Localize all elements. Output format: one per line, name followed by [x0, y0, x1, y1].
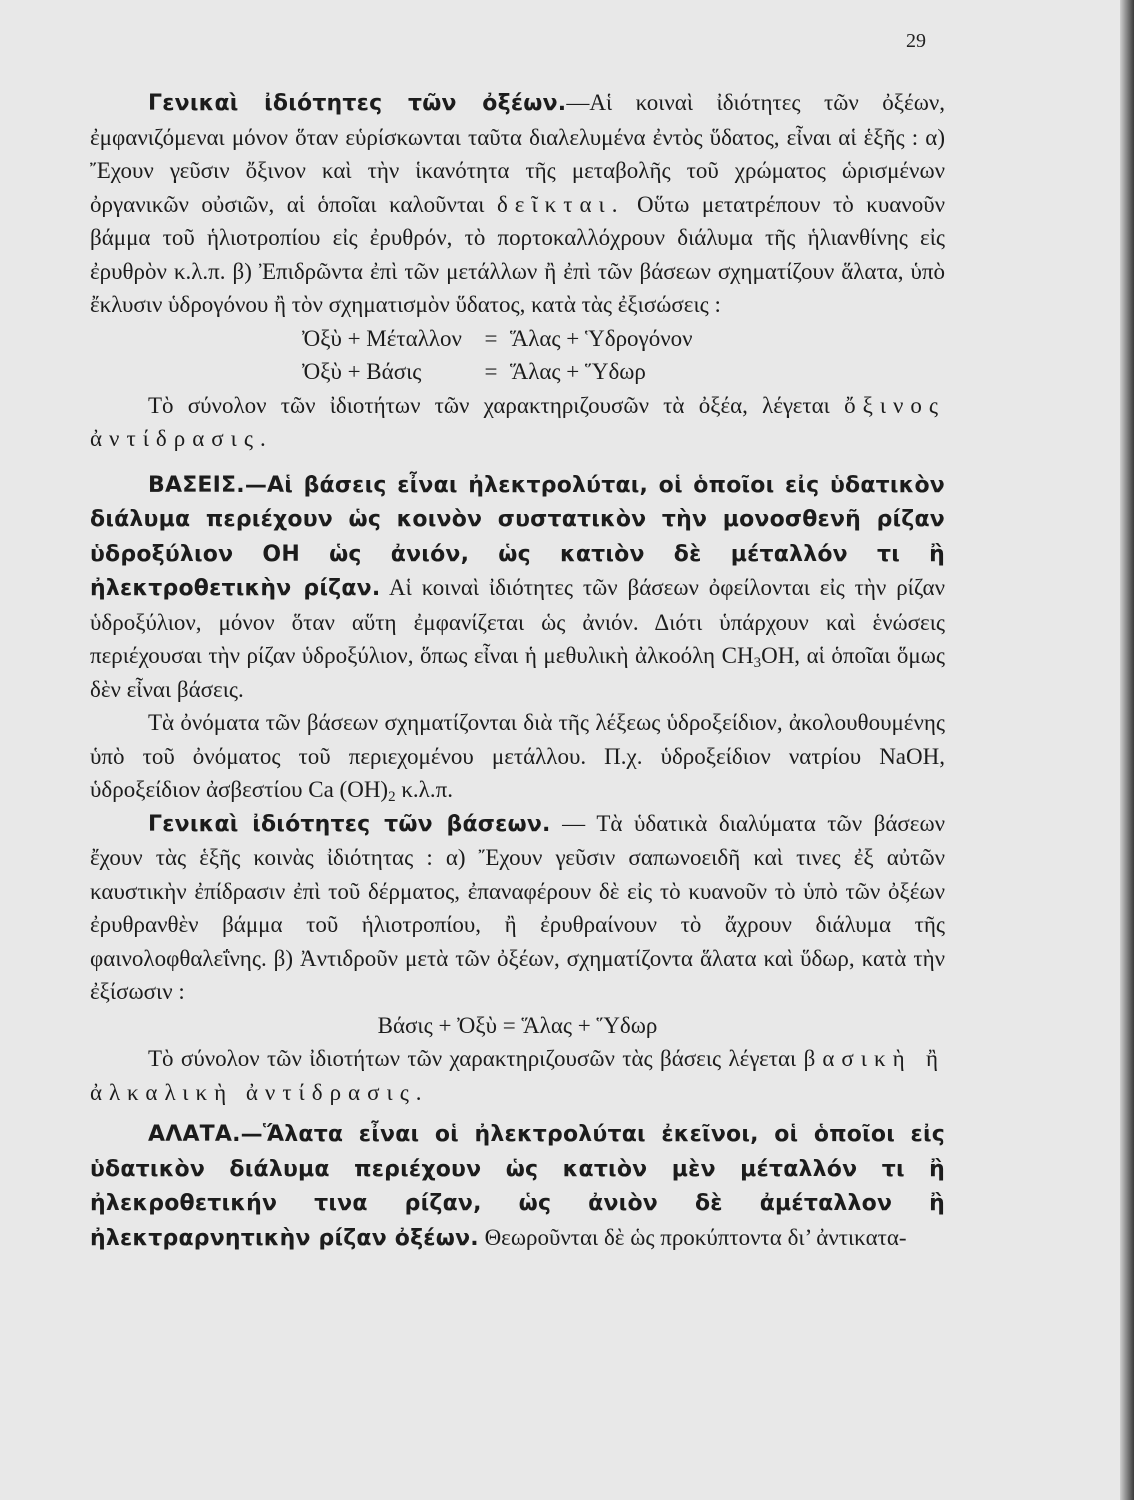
acid-properties-heading: Γενικαὶ ἰδιότητες τῶν ὀξέων.	[148, 91, 567, 116]
equation-operator: =	[484, 325, 498, 351]
bases-naming-paragraph	[90, 706, 945, 807]
methanol-formula-2: OH,	[761, 643, 801, 668]
base-equation: Βάσις + Ὀξὺ = Ἅλας + Ὕδωρ	[377, 1012, 658, 1038]
page-number: 29	[906, 30, 926, 52]
equation-lhs: Ὀξὺ + Μέταλλον	[302, 325, 462, 351]
equation-operator: =	[484, 359, 498, 384]
calcium-hydroxide-subscript: 2	[388, 789, 396, 805]
term-acid-reaction: ὄξινος ἀντίδρασις.	[90, 392, 946, 451]
acid-properties-intro: —Αἱ κοιναὶ ἰδιότητες τῶν ὀξέων, ἐμφανιζόμεναι μόνον ὅταν εὑρίσκωνται ταῦτα διαλελυμένα ἐντὸς ὕδατος, εἶναι αἱ ἑξῆς : α) Ἔχουν γεῦσιν ὄξινον καὶ τὴν ἱκανότητα τῆς μεταβολῆς τοῦ χρώματος ὡρισμένων ὀργανικῶν οὐσιῶν, αἱ ὁποῖαι καλοῦνται	[90, 90, 945, 217]
page-content	[90, 86, 945, 1255]
base-summary-paragraph	[90, 1042, 945, 1109]
salts-text: Θεωροῦνται δὲ ὡς προκύπτοντα δι’ ἀντικατα-	[484, 1224, 907, 1250]
bases-definition: —Αἱ βάσεις εἶναι ἠλεκτρολύται, οἱ ὁποῖοι εἰς ὑδατικὸν διάλυμα περιέχουν ὡς κοινὸν συστατικὸν τὴν μονοσθενῆ ρίζαν ὑδροξύλιον ΟΗ ὡς ἀνιόν, ὡς κατιὸν δὲ μέταλλόν τι ἢ ἠλεκτροθετικὴν ρίζαν.	[90, 472, 945, 601]
base-properties-text: — Τὰ ὑδατικὰ διαλύματα τῶν βάσεων ἔχουν τὰς ἑξῆς κοινὰς ἰδιότητας : α) Ἔχουν γεῦσιν σαπωνοειδῆ καὶ τινες ἐξ αὐτῶν καυστικὴν ἐπίδρασιν ἐπὶ τοῦ δέρματος, ἐπαναφέρουν δὲ εἰς τὸ κυανοῦν τὸ ὑπὸ τῶν ὀξέων ἐρυθρανθὲν βάμμα τοῦ ἡλιοτροπίου, ἢ ἐρυθραίνουν τὸ ἄχρουν διάλυμα τῆς φαινολοφθαλεΐνης. β) Ἀντιδροῦν μετὰ τῶν ὀξέων, σχηματίζοντα ἅλατα καὶ ὕδωρ, κατὰ τὴν ἐξίσωσιν :	[90, 810, 945, 1004]
bases-heading: ΒΑΣΕΙΣ.	[148, 472, 245, 498]
bases-text-1: Αἱ κοιναὶ ἰδιότητες τῶν βάσεων ὀφείλονται εἰς τὴν ρίζαν ὑδροξύλιον, μόνον ὅταν αὕτη ἐμφανίζεται ὡς ἀνιόν. Διότι ὑπάρχουν καὶ ἑνώσεις περιέχουσαι τὴν ρίζαν ὑδροξύλιον, ὅπως εἶναι ἡ μεθυλικὴ ἀλκοόλη	[90, 575, 946, 668]
base-summary-text: Τὸ σύνολον τῶν ἰδιοτήτων τῶν χαρακτηριζουσῶν τὰς βάσεις λέγεται	[148, 1046, 797, 1071]
acid-equations	[302, 322, 693, 389]
salts-paragraph	[90, 1117, 945, 1255]
methanol-formula-1: CH	[721, 643, 754, 668]
acid-summary-paragraph	[90, 389, 945, 456]
page-edge-shadow	[1120, 0, 1134, 1500]
equation-rhs: Ἅλας + Ὕδωρ	[510, 359, 646, 384]
bases-paragraph	[90, 468, 945, 707]
salts-definition: —Ἅλατα εἶναι οἱ ἠλεκτρολύται ἐκεῖνοι, οἱ ὁποῖοι εἰς ὑδατικὸν διάλυμα περιέχουν ὡς κατιὸν μὲν μέταλλόν τι ἢ ἠλεκροθετικήν τινα ρίζαν, ὡς ἀνιὸν δὲ ἀμέταλλον ἢ ἠλεκτραρνητικὴν ρίζαν ὀξέων.	[90, 1122, 945, 1251]
term-indicators: δεῖκται.	[496, 191, 625, 217]
acid-properties-continuation: Οὕτω μετατρέπουν τὸ κυανοῦν βάμμα τοῦ ἡλιοτροπίου εἰς ἐρυθρόν, τὸ πορτοκαλλόχρουν διάλυμα τῆς ἡλιανθίνης εἰς ἐρυθρὸν κ.λ.π. β) Ἐπιδρῶντα ἐπὶ τῶν μετάλλων ἢ ἐπὶ τῶν βάσεων σχηματίζουν ἅλατα, ὑπὸ ἔκλυσιν ὑδρογόνου ἢ τὸν σχηματισμὸν ὕδατος, κατὰ τὰς ἐξισώσεις :	[90, 191, 945, 317]
acid-summary-text: Τὸ σύνολον τῶν ἰδιοτήτων τῶν χαρακτηριζουσῶν τὰ ὀξέα, λέγεται	[148, 392, 830, 418]
salts-heading: ΑΛΑΤΑ.	[148, 1122, 241, 1147]
base-properties-heading: Γενικαὶ ἰδιότητες τῶν βάσεων.	[148, 811, 551, 837]
bases-text-2: αἱ ὁποῖαι ὅμως δὲν εἶναι βάσεις.	[90, 643, 946, 702]
bases-naming-etc: κ.λ.π.	[401, 777, 453, 802]
equation-row	[302, 322, 693, 356]
bases-naming-text: Τὰ ὀνόματα τῶν βάσεων σχηματίζονται διὰ τῆς λέξεως ὑδροξείδιον, ἀκολουθουμένης ὑπὸ τοῦ ὀνόματος τοῦ περιεχομένου μετάλλου. Π.χ. ὑδροξείδιον νατρίου NaOH, ὑδροξείδιον ἀσβεστίου Ca (OH)	[90, 710, 945, 802]
acid-properties-paragraph	[90, 86, 945, 322]
term-basic-reaction: βασικὴ ἢ ἀλκαλικὴ ἀντίδρασις.	[90, 1046, 946, 1105]
equation-lhs: Ὀξὺ + Βάσις	[302, 359, 422, 384]
base-properties-paragraph	[90, 807, 945, 1009]
methanol-subscript: 3	[753, 655, 762, 671]
equation-rhs: Ἅλας + Ὑδρογόνον	[510, 325, 693, 351]
equation-row	[302, 355, 693, 389]
